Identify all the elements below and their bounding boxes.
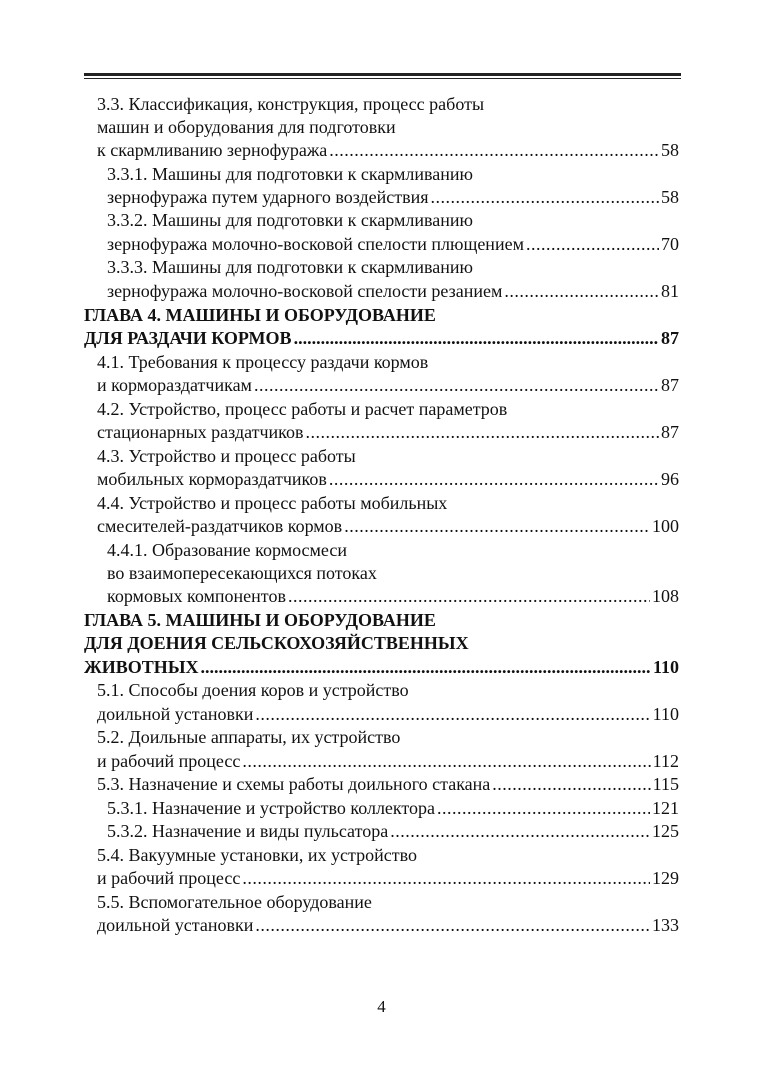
dot-leader bbox=[492, 772, 650, 796]
toc-entry-3-3-2-line2[interactable]: зернофуража молочно-восковой спелости плющением ..... 70 bbox=[107, 232, 679, 256]
toc-entry-5-3-2[interactable]: 5.3.2. Назначение и виды пульсатора ..... 125 bbox=[107, 819, 679, 843]
page-ref: 125 bbox=[652, 821, 679, 841]
toc-entry-5-5-line1: 5.5. Вспомогательное оборудование bbox=[97, 892, 372, 912]
toc-entry-5-2-line2[interactable]: и рабочий процесс ..... 112 bbox=[97, 749, 679, 773]
page-ref: 108 bbox=[652, 586, 679, 606]
toc-entry-5-3-1[interactable]: 5.3.1. Назначение и устройство коллектора ..... 121 bbox=[107, 796, 679, 820]
page-ref: 58 bbox=[661, 187, 679, 207]
toc-entry-4-2-line1: 4.2. Устройство, процесс работы и расчет параметров bbox=[97, 399, 508, 419]
page-ref: 96 bbox=[661, 469, 679, 489]
page-ref: 110 bbox=[652, 704, 679, 724]
page-ref: 58 bbox=[661, 140, 679, 160]
toc-entry-5-2-line1: 5.2. Доильные аппараты, их устройство bbox=[97, 727, 401, 747]
chapter-5-title-line2: ДЛЯ ДОЕНИЯ СЕЛЬСКОХОЗЯЙСТВЕННЫХ bbox=[84, 633, 469, 653]
toc-entry-5-1-line2[interactable]: доильной установки ..... 110 bbox=[97, 702, 679, 726]
dot-leader bbox=[254, 373, 659, 397]
chapter-4-title-line1: ГЛАВА 4. МАШИНЫ И ОБОРУДОВАНИЕ bbox=[84, 305, 436, 325]
page-ref: 121 bbox=[652, 798, 679, 818]
page-ref: 110 bbox=[652, 657, 679, 677]
dot-leader bbox=[242, 866, 650, 890]
dot-leader bbox=[255, 913, 650, 937]
chapter-5-title-line3[interactable]: ЖИВОТНЫХ ..... 110 bbox=[84, 655, 679, 679]
page-ref: 81 bbox=[661, 281, 679, 301]
dot-leader bbox=[437, 796, 650, 820]
toc-entry-4-4-1-line2: во взаимопересекающихся потоках bbox=[107, 563, 377, 583]
page-ref: 100 bbox=[652, 516, 679, 536]
toc-entry-3-3-1-line1: 3.3.1. Машины для подготовки к скармливанию bbox=[107, 164, 474, 184]
dot-leader bbox=[294, 326, 659, 350]
toc-entry-4-1-line1: 4.1. Требования к процессу раздачи кормов bbox=[97, 352, 429, 372]
dot-leader bbox=[201, 655, 651, 679]
toc-entry-4-1-line2[interactable]: и кормораздатчикам ..... 87 bbox=[97, 373, 679, 397]
dot-leader bbox=[329, 138, 659, 162]
page-ref: 115 bbox=[652, 774, 679, 794]
dot-leader bbox=[306, 420, 659, 444]
dot-leader bbox=[526, 232, 659, 256]
toc-entry-3-3-1-line2[interactable]: зернофуража путем ударного воздействия ..... 58 bbox=[107, 185, 679, 209]
header-rule-thick bbox=[84, 73, 681, 76]
toc-entry-4-2-line2[interactable]: стационарных раздатчиков ..... 87 bbox=[97, 420, 679, 444]
toc-entry-3-3-3-line1: 3.3.3. Машины для подготовки к скармливанию bbox=[107, 257, 474, 277]
page-ref: 87 bbox=[661, 422, 679, 442]
dot-leader bbox=[329, 467, 659, 491]
page-ref: 87 bbox=[661, 375, 679, 395]
toc-entry-4-4-line1: 4.4. Устройство и процесс работы мобильных bbox=[97, 493, 448, 513]
page-ref: 87 bbox=[661, 328, 679, 348]
toc-entry-3-3-line3[interactable]: к скармливанию зернофуража ..... 58 bbox=[97, 138, 679, 162]
toc-entry-5-5-line2[interactable]: доильной установки ..... 133 bbox=[97, 913, 679, 937]
toc-entry-5-4-line1: 5.4. Вакуумные установки, их устройство bbox=[97, 845, 418, 865]
page-ref: 133 bbox=[652, 915, 679, 935]
toc-entry-3-3-3-line2[interactable]: зернофуража молочно-восковой спелости резанием ..... 81 bbox=[107, 279, 679, 303]
toc-entry-4-3-line2[interactable]: мобильных кормораздатчиков ..... 96 bbox=[97, 467, 679, 491]
dot-leader bbox=[504, 279, 659, 303]
dot-leader bbox=[255, 702, 650, 726]
toc-entry-4-4-1-line3[interactable]: кормовых компонентов ..... 108 bbox=[107, 584, 679, 608]
page-number: 4 bbox=[377, 997, 386, 1016]
toc-entry-5-3[interactable]: 5.3. Назначение и схемы работы доильного стакана ..... 115 bbox=[97, 772, 679, 796]
dot-leader bbox=[431, 185, 659, 209]
toc-entry-5-4-line2[interactable]: и рабочий процесс ..... 129 bbox=[97, 866, 679, 890]
toc-entry-3-3-line2: машин и оборудования для подготовки bbox=[97, 117, 396, 137]
dot-leader bbox=[344, 514, 650, 538]
toc-entry-3-3-line1: 3.3. Классификация, конструкция, процесс работы bbox=[97, 94, 485, 114]
dot-leader bbox=[390, 819, 650, 843]
dot-leader bbox=[288, 584, 650, 608]
toc-entry-4-4-1-line1: 4.4.1. Образование кормосмеси bbox=[107, 540, 347, 560]
chapter-4-title-line2[interactable]: ДЛЯ РАЗДАЧИ КОРМОВ ..... 87 bbox=[84, 326, 679, 350]
page-ref: 129 bbox=[652, 868, 679, 888]
toc-entry-5-1-line1: 5.1. Способы доения коров и устройство bbox=[97, 680, 409, 700]
dot-leader bbox=[242, 749, 650, 773]
toc-entry-3-3-2-line1: 3.3.2. Машины для подготовки к скармливанию bbox=[107, 210, 474, 230]
page-ref: 70 bbox=[661, 234, 679, 254]
header-rule-thin bbox=[84, 78, 681, 79]
toc-entry-4-3-line1: 4.3. Устройство и процесс работы bbox=[97, 446, 356, 466]
chapter-5-title-line1: ГЛАВА 5. МАШИНЫ И ОБОРУДОВАНИЕ bbox=[84, 610, 436, 630]
toc-entry-4-4-line2[interactable]: смесителей-раздатчиков кормов ..... 100 bbox=[97, 514, 679, 538]
page-ref: 112 bbox=[652, 751, 679, 771]
